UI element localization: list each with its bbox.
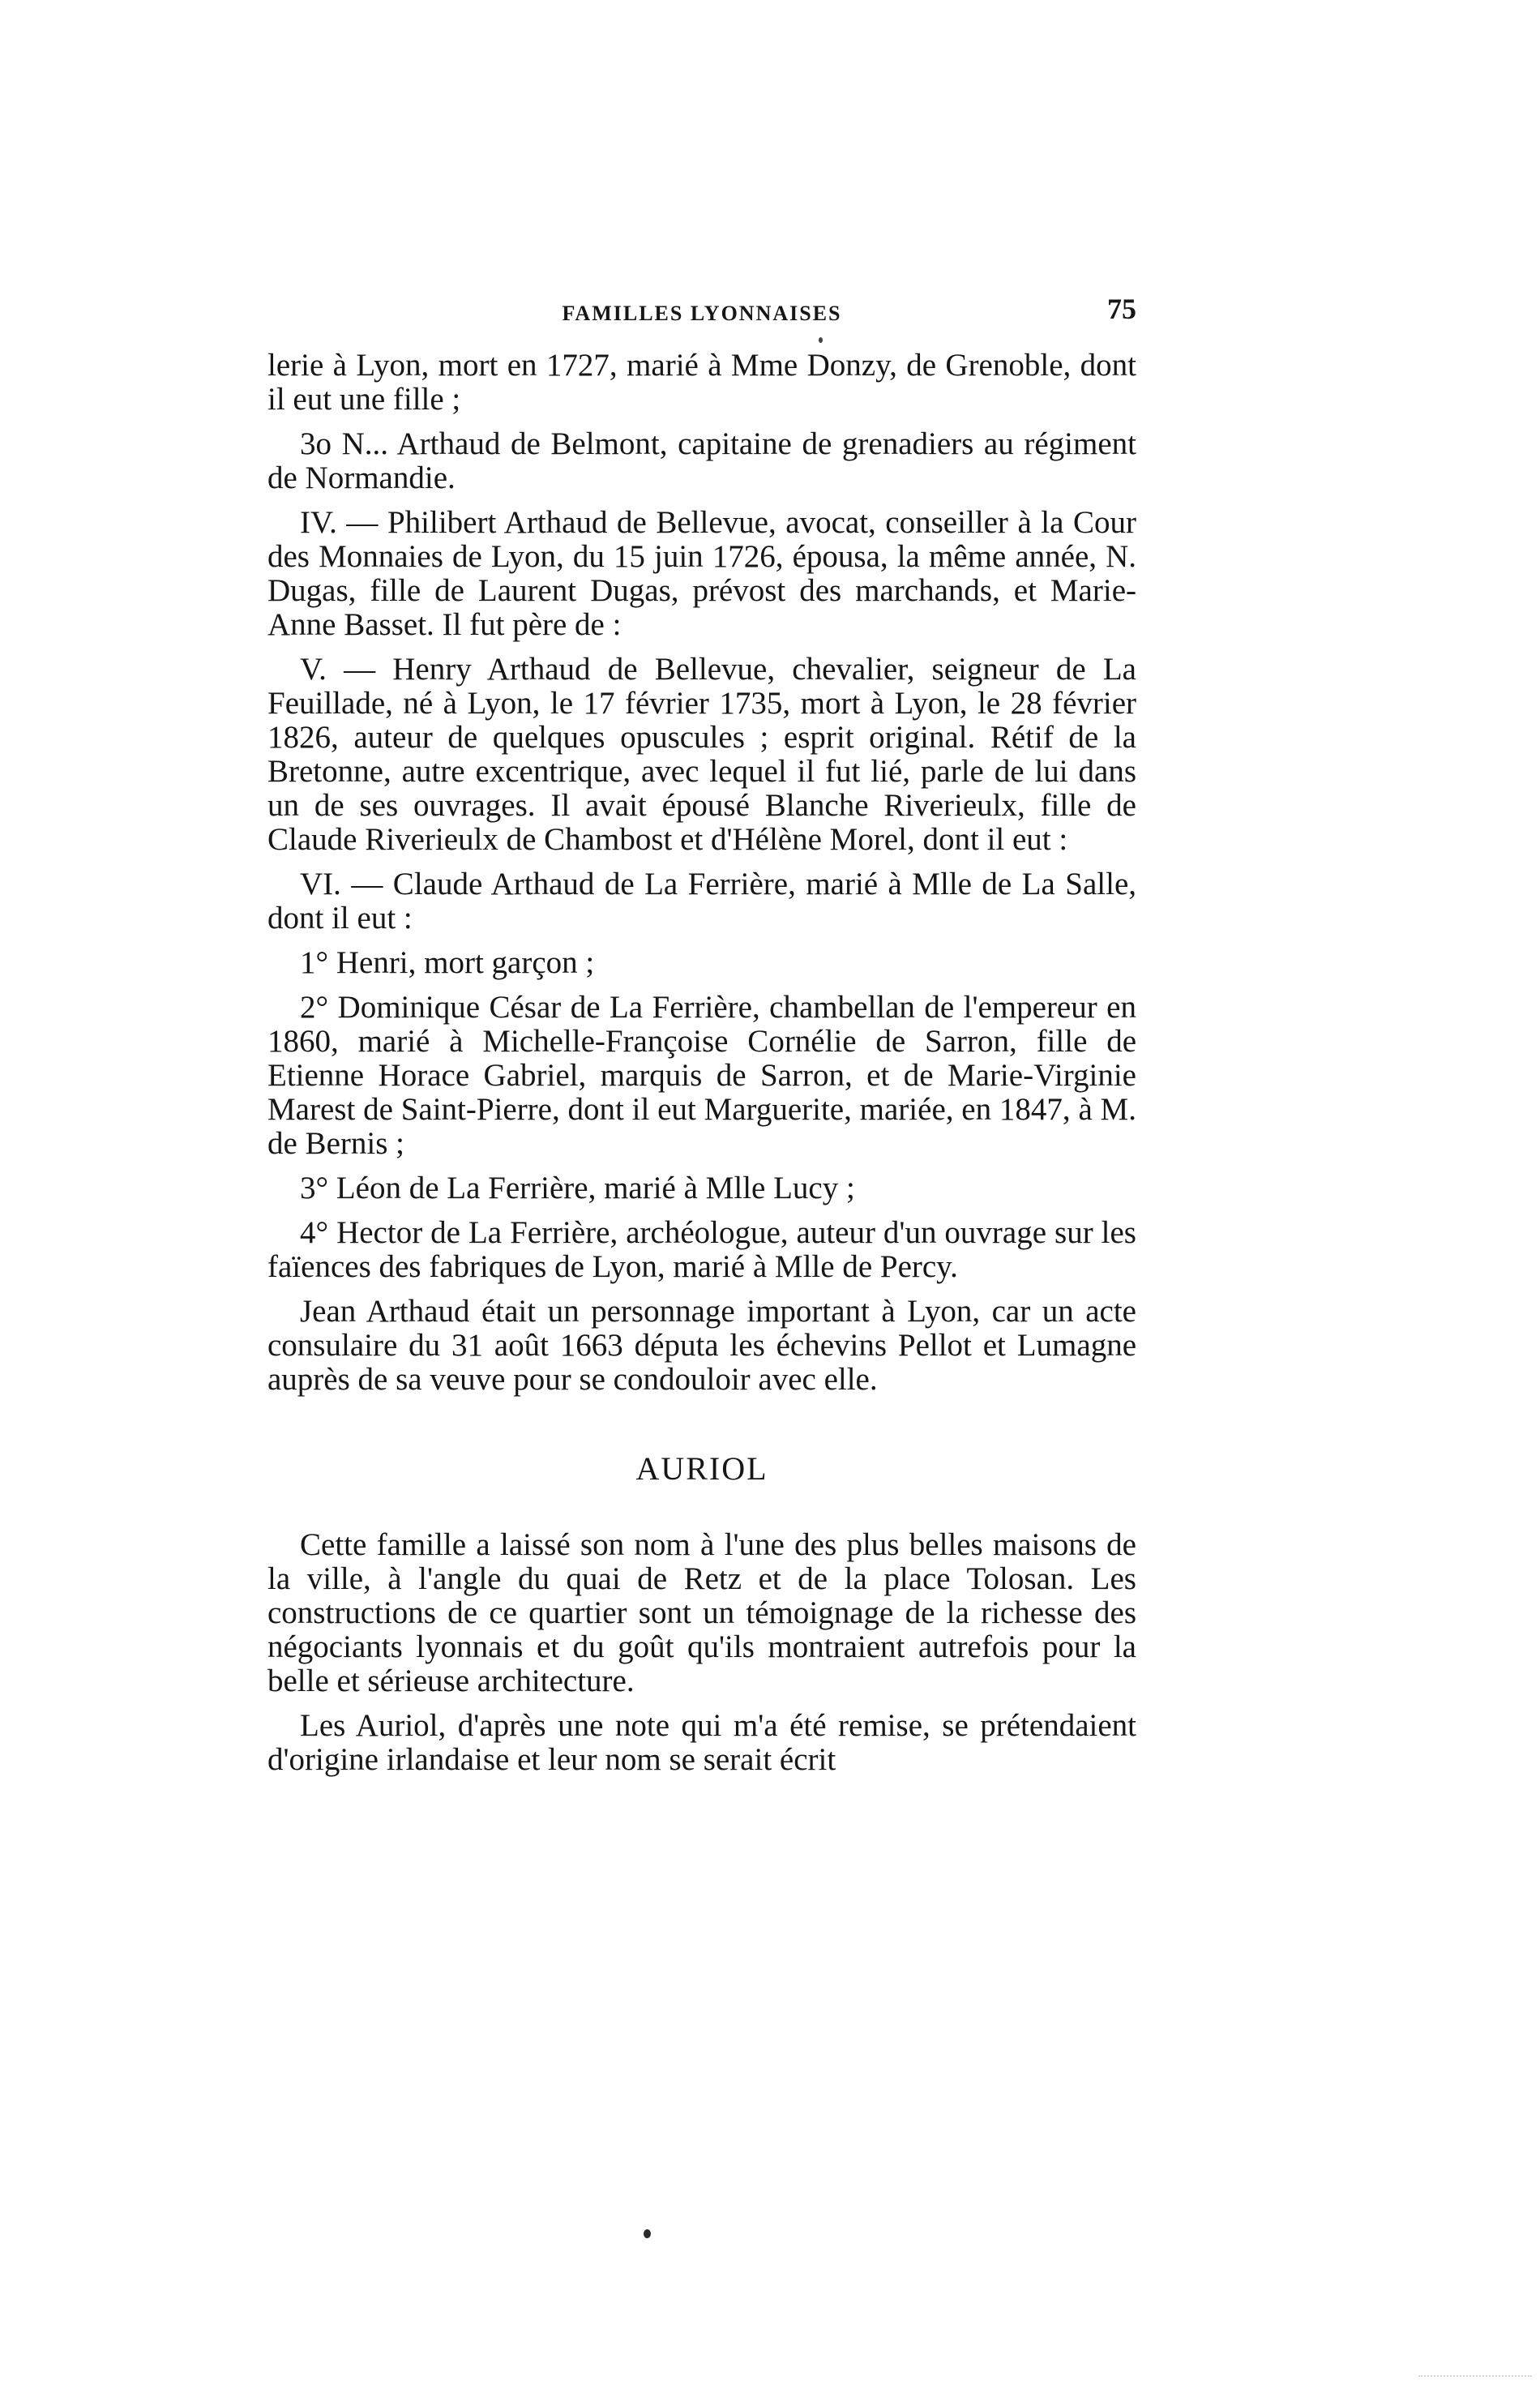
paragraph-belmont: 3o N... Arthaud de Belmont, capitaine de grenadiers au régiment de Normandie. bbox=[267, 426, 1136, 495]
running-title: FAMILLES LYONNAISES bbox=[562, 302, 842, 325]
paragraph-child-henri: 1° Henri, mort garçon ; bbox=[300, 945, 595, 980]
stray-ink-dot bbox=[644, 2229, 651, 2238]
header-dot-ornament bbox=[819, 337, 823, 343]
paragraph-child-leon: 3° Léon de La Ferrière, marié à Mlle Lucy ; bbox=[300, 1171, 855, 1205]
paragraph-continuation: lerie à Lyon, mort en 1727, marié à Mme Donzy, de Grenoble, dont il eut une fille ; bbox=[267, 348, 1136, 417]
page-number: 75 bbox=[1107, 293, 1136, 325]
paragraph-child-dominique: 2° Dominique César de La Ferrière, chambellan de l'empereur en 1860, marié à Michelle-Françoise Cornélie de Sarron, fille de Etienne Horace Gabriel, marquis de Sarron, et de Marie-Virginie Marest de Saint-Pierre, dont il eut Marguerite, mariée, en 1847, à M. de Bernis ; bbox=[267, 990, 1136, 1161]
paragraph-child-hector: 4° Hector de La Ferrière, archéologue, auteur d'un ouvrage sur les faïences des fabriques de Lyon, marié à Mlle de Percy. bbox=[267, 1215, 1136, 1284]
main-text bbox=[267, 349, 1136, 1788]
scan-specks bbox=[1418, 2375, 1532, 2382]
paragraph-jean-arthaud: Jean Arthaud était un personnage important à Lyon, car un acte consulaire du 31 août 1663 députa les échevins Pellot et Lumagne auprès de sa veuve pour se condouloir avec elle. bbox=[267, 1294, 1136, 1397]
paragraph-generation-v: V. — Henry Arthaud de Bellevue, chevalier, seigneur de La Feuillade, né à Lyon, le 17 février 1735, mort à Lyon, le 28 février 1826, auteur de quelques opuscules ; esprit original. Rétif de la Bretonne, autre excentrique, avec lequel il fut lié, parle de lui dans un de ses ouvrages. Il avait épousé Blanche Riverieulx, fille de Claude Riverieulx de Chambost et d'Hélène Morel, dont il eut : bbox=[267, 652, 1136, 857]
paragraph-auriol-origin: Les Auriol, d'après une note qui m'a été remise, se prétendaient d'origine irlandaise et leur nom se serait écrit bbox=[267, 1708, 1136, 1777]
section-title-auriol: AURIOL bbox=[635, 1450, 768, 1487]
paragraph-generation-iv: IV. — Philibert Arthaud de Bellevue, avocat, conseiller à la Cour des Monnaies de Lyon, du 15 juin 1726, épousa, la même année, N. Dugas, fille de Laurent Dugas, prévost des marchands, et Marie-Anne Basset. Il fut père de : bbox=[267, 505, 1136, 642]
page-header bbox=[267, 292, 1136, 332]
paragraph-auriol-house: Cette famille a laissé son nom à l'une des plus belles maisons de la ville, à l'angle du quai de Retz et de la place Tolosan. Les constructions de ce quartier sont un témoignage de la richesse des négociants lyonnais et du goût qu'ils montraient autrefois pour la belle et sérieuse architecture. bbox=[267, 1527, 1136, 1698]
paragraph-generation-vi: VI. — Claude Arthaud de La Ferrière, marié à Mlle de La Salle, dont il eut : bbox=[267, 867, 1136, 936]
